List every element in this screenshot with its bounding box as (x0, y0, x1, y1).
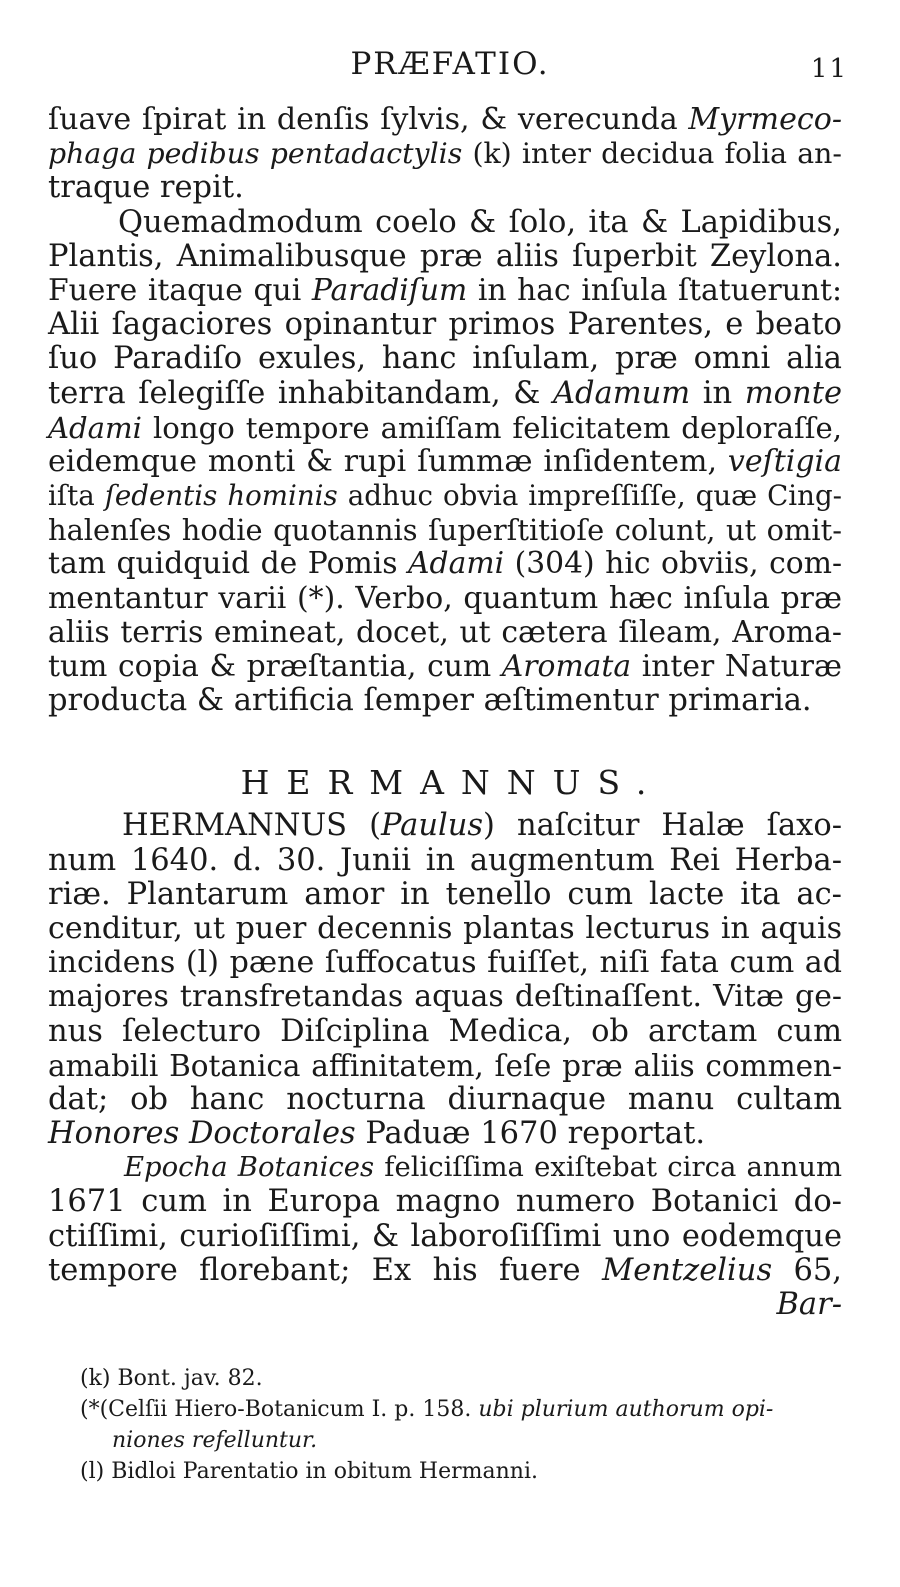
text-line: mentantur varii (*). Verbo, quantum hæc inſula præ (48, 580, 842, 616)
text-line: iſta ſedentis hominis adhuc obvia impreſſiſſe, quæ Cing- (48, 479, 842, 513)
text-line: 1671 cum in Europa magno numero Botanici do- (48, 1184, 842, 1220)
text-line: Alii ſagaciores opinantur primos Parentes, e beato (48, 307, 842, 343)
text-line: terra ſelegiſſe inhabitandam, & Adamum in monte (48, 375, 842, 411)
footnote: (l) Bidloi Parentatio in obitum Hermanni. (80, 1459, 538, 1484)
text-line: producta & artificia ſemper æſtimentur primaria. (48, 683, 812, 719)
text-line: amabili Botanica affinitatem, ſeſe præ aliis commen- (48, 1048, 842, 1083)
text-line: ſuo Paradiſo exules, hanc inſulam, præ omni alia (48, 341, 842, 377)
text-line: Honores Doctorales Paduæ 1670 reportat. (48, 1116, 706, 1152)
text-line: tempore florebant; Ex his fuere Mentzelius 65, (48, 1252, 842, 1288)
text-line: nus ſelecturo Diſciplina Medica, ob arctam cum (48, 1013, 842, 1049)
footnote: (k) Bont. jav. 82. (80, 1366, 263, 1391)
text-line: dat; ob hanc nocturna diurnaque manu cultam (48, 1081, 842, 1117)
text-line: tum copia & præſtantia, cum Aromata inter Naturæ (48, 649, 842, 684)
text-line: Epocha Botanices feliciſſima exiſtebat circa annum (124, 1152, 842, 1184)
text-line: Quemadmodum coelo & ſolo, ita & Lapidibus, (118, 204, 842, 240)
page-header (0, 44, 900, 88)
text-line: Adami longo tempore amiſſam felicitatem deploraſſe, (48, 410, 842, 445)
body-text (48, 103, 842, 1322)
text-line: phaga pedibus pentadactylis (k) inter decidua folia an- (48, 137, 842, 171)
running-head: PRÆFATIO. (350, 46, 550, 82)
text-line: num 1640. d. 30. Junii in augmentum Rei Herba- (48, 842, 842, 878)
text-line: traque repit. (48, 170, 244, 206)
text-line: eidemque monti & rupi ſummæ inſidentem, veſtigia (48, 443, 842, 479)
catchword: Bar- (776, 1287, 842, 1322)
text-line: tam quidquid de Pomis Adami (304) hic obviis, com- (48, 546, 843, 582)
footnotes (80, 1363, 850, 1487)
text-line: ctiſſimi, curioſiſſimi, & laboroſiſſimi uno eodemque (48, 1218, 842, 1254)
text-line: majores transfretandas aquas deſtinaſſent. Vitæ ge- (48, 979, 842, 1015)
section-heading: HERMANNUS. (240, 763, 664, 803)
text-line: riæ. Plantarum amor in tenello cum lacte ita ac- (48, 876, 842, 912)
page-number: 11 (810, 54, 848, 84)
text-line: Plantis, Animalibusque præ aliis ſuperbit Zeylona. (48, 238, 842, 274)
footnote: (*(Celſii Hiero-Botanicum I. p. 158. ubi plurium authorum opi- (80, 1397, 774, 1422)
text-line: Fuere itaque qui Paradiſum in hac inſula ſtatuerunt: (48, 272, 843, 308)
text-line: incidens (l) pæne ſuffocatus fuiſſet, niſi fata cum ad (48, 945, 842, 981)
text-line: cenditur, ut puer decennis plantas lecturus in aquis (48, 910, 842, 946)
text-line: ſuave ſpirat in denſis ſylvis, & verecunda Myrmeco- (48, 102, 842, 137)
text-line: HERMANNUS (Paulus) naſcitur Halæ ſaxo- (122, 808, 843, 844)
text-line: halenſes hodie quotannis ſuperſtitioſe colunt, ut omit- (48, 513, 842, 548)
footnote-continuation: niones refelluntur. (112, 1428, 318, 1453)
text-line: aliis terris emineat, docet, ut cætera ſileam, Aroma- (48, 614, 842, 650)
